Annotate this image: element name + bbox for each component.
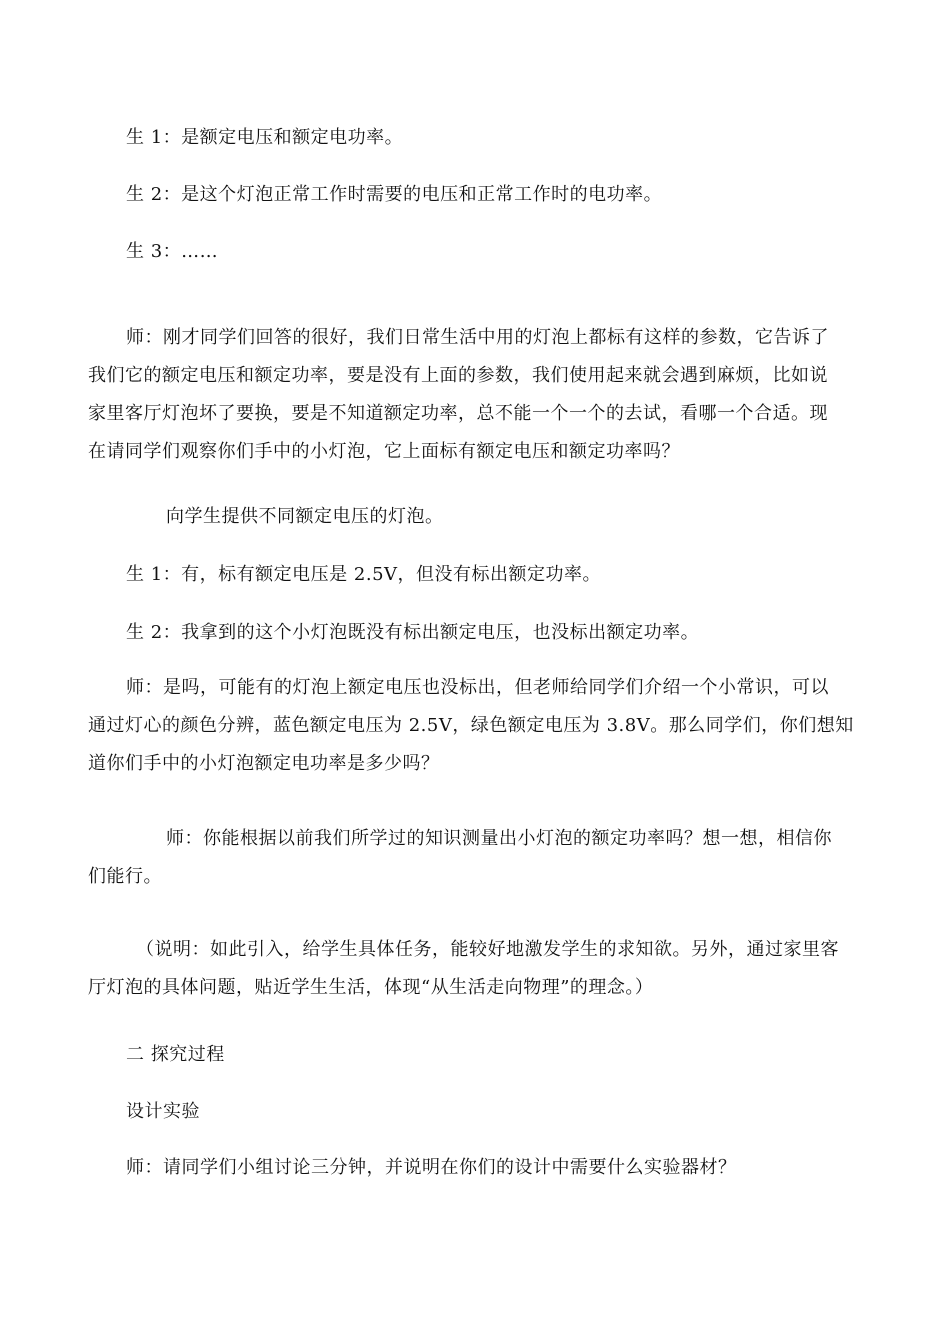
text-line: 生 1：是额定电压和额定电功率。 bbox=[126, 127, 404, 148]
text-line: （说明：如此引入，给学生具体任务，能较好地激发学生的求知欲。另外，通过家里客 bbox=[136, 939, 839, 960]
text-line: 我们它的额定电压和额定功率，要是没有上面的参数，我们使用起来就会遇到麻烦，比如说 bbox=[88, 365, 828, 386]
paragraph-explanation-note bbox=[88, 931, 878, 1007]
subheading-design-experiment bbox=[88, 1093, 878, 1131]
paragraph-student2-reply bbox=[88, 614, 878, 652]
text-line: 师：请同学们小组讨论三分钟，并说明在你们的设计中需要什么实验器材？ bbox=[126, 1157, 737, 1178]
text-line: 生 2：我拿到的这个小灯泡既没有标出额定电压，也没标出额定功率。 bbox=[126, 622, 700, 643]
text-line: 们能行。 bbox=[88, 866, 162, 887]
text-line: 生 3：…… bbox=[126, 241, 219, 262]
paragraph-teacher-question bbox=[88, 820, 878, 896]
paragraph-student1-reply bbox=[88, 556, 878, 594]
text-line: 师：你能根据以前我们所学过的知识测量出小灯泡的额定功率吗？想一想，相信你 bbox=[166, 828, 832, 849]
paragraph-teacher-explain bbox=[88, 669, 878, 783]
text-line: 二 探究过程 bbox=[126, 1044, 225, 1065]
text-line: 通过灯心的颜色分辨，蓝色额定电压为 2.5V，绿色额定电压为 3.8V。那么同学们，你们想知 bbox=[88, 715, 854, 736]
paragraph-teacher-discussion bbox=[88, 1149, 878, 1187]
paragraph-provide-bulbs bbox=[88, 498, 878, 536]
text-line: 师：是吗，可能有的灯泡上额定电压也没标出，但老师给同学们介绍一个小常识，可以 bbox=[126, 677, 829, 698]
text-line: 厅灯泡的具体问题，贴近学生生活，体现“从生活走向物理”的理念。） bbox=[88, 977, 654, 998]
text-line: 在请同学们观察你们手中的小灯泡，它上面标有额定电压和额定功率吗？ bbox=[88, 441, 680, 462]
paragraph-teacher-intro bbox=[88, 319, 878, 471]
paragraph-student1-answer bbox=[88, 119, 878, 157]
text-line: 家里客厅灯泡坏了要换，要是不知道额定功率，总不能一个一个的去试，看哪一个合适。现 bbox=[88, 403, 828, 424]
text-line: 师：刚才同学们回答的很好，我们日常生活中用的灯泡上都标有这样的参数，它告诉了 bbox=[126, 327, 829, 348]
paragraph-student2-answer bbox=[88, 176, 878, 214]
text-line: 向学生提供不同额定电压的灯泡。 bbox=[166, 506, 444, 527]
text-line: 生 2：是这个灯泡正常工作时需要的电压和正常工作时的电功率。 bbox=[126, 184, 663, 205]
text-line: 设计实验 bbox=[126, 1101, 200, 1122]
text-line: 生 1：有，标有额定电压是 2.5V，但没有标出额定功率。 bbox=[126, 564, 602, 585]
paragraph-student3-answer bbox=[88, 233, 878, 271]
section-heading-inquiry-process bbox=[88, 1036, 878, 1074]
text-line: 道你们手中的小灯泡额定电功率是多少吗？ bbox=[88, 753, 440, 774]
